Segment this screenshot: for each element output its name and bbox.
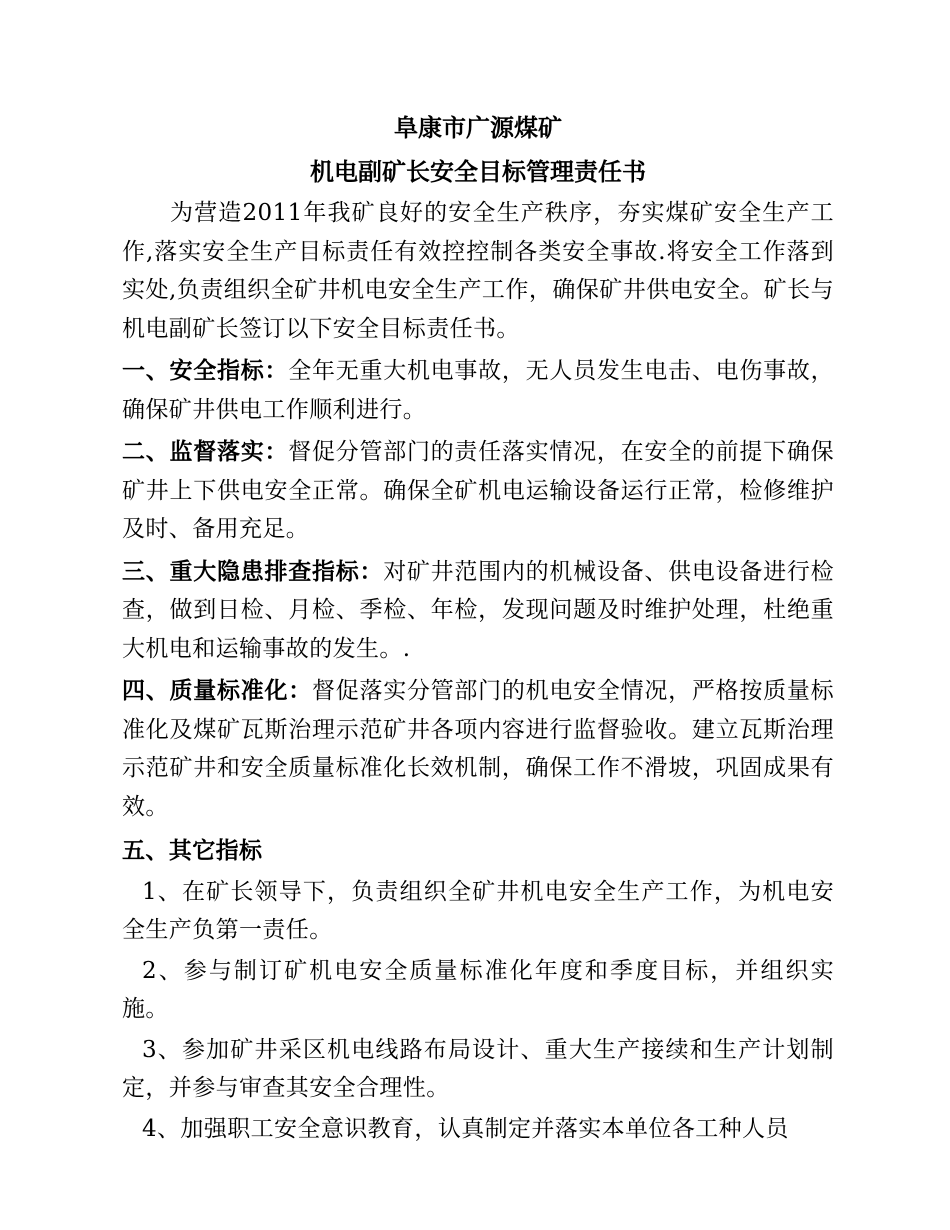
section-heading: 二、监督落实： — [122, 438, 289, 465]
list-item: 2、参与制订矿机电安全质量标准化年度和季度目标，并组织实施。 — [122, 957, 834, 1022]
document-title: 机电副矿长安全目标管理责任书 — [310, 157, 646, 186]
section-safety-indicators — [122, 352, 834, 429]
section-other-indicators-heading: 五、其它指标 — [122, 837, 263, 864]
list-item: 1、在矿长领导下，负责组织全矿井机电安全生产工作，为机电安全生产负第一责任。 — [122, 878, 834, 943]
section-hazard-inspection — [122, 553, 834, 669]
section-heading: 四、质量标准化： — [122, 677, 312, 704]
section-text: 督促落实分管部门的机电安全情况，严格按质量标准化及煤矿瓦斯治理示范矿井各项内容进行监督验收。建立瓦斯治理示范矿井和安全质量标准化长效机制，确保工作不滑坡，巩固成果有效。 — [122, 678, 834, 820]
document-title-company: 阜康市广源煤矿 — [394, 113, 562, 142]
section-text: 全年无重大机电事故，无人员发生电击、电伤事故，确保矿井供电工作顺利进行。 — [122, 358, 834, 423]
section-heading: 一、安全指标： — [122, 357, 289, 384]
section-text: 督促分管部门的责任落实情况，在安全的前提下确保矿井上下供电安全正常。确保全矿机电运输设备运行正常，检修维护及时、备用充足。 — [122, 439, 834, 542]
list-item: 3、参加矿井采区机电线路布局设计、重大生产接续和生产计划制定，并参与审查其安全合理性。 — [122, 1036, 834, 1101]
intro-paragraph: 为营造2011年我矿良好的安全生产秩序，夯实煤矿安全生产工作,落实安全生产目标责任有效控控制各类安全事故.将安全工作落到实处,负责组织全矿井机电安全生产工作，确保矿井供电安全。矿长与机电副矿长签订以下安全目标责任书。 — [122, 200, 834, 342]
section-text: 对矿井范围内的机械设备、供电设备进行检查，做到日检、月检、季检、年检，发现问题及时维护处理，杜绝重大机电和运输事故的发生。. — [122, 558, 834, 662]
document-page — [122, 100, 834, 1148]
list-item: 4、加强职工安全意识教育，认真制定并落实本单位各工种人员 — [142, 1115, 789, 1142]
section-quality-standard — [122, 672, 834, 826]
section-heading: 三、重大隐患排查指标： — [122, 557, 384, 585]
section-supervision — [122, 433, 834, 549]
